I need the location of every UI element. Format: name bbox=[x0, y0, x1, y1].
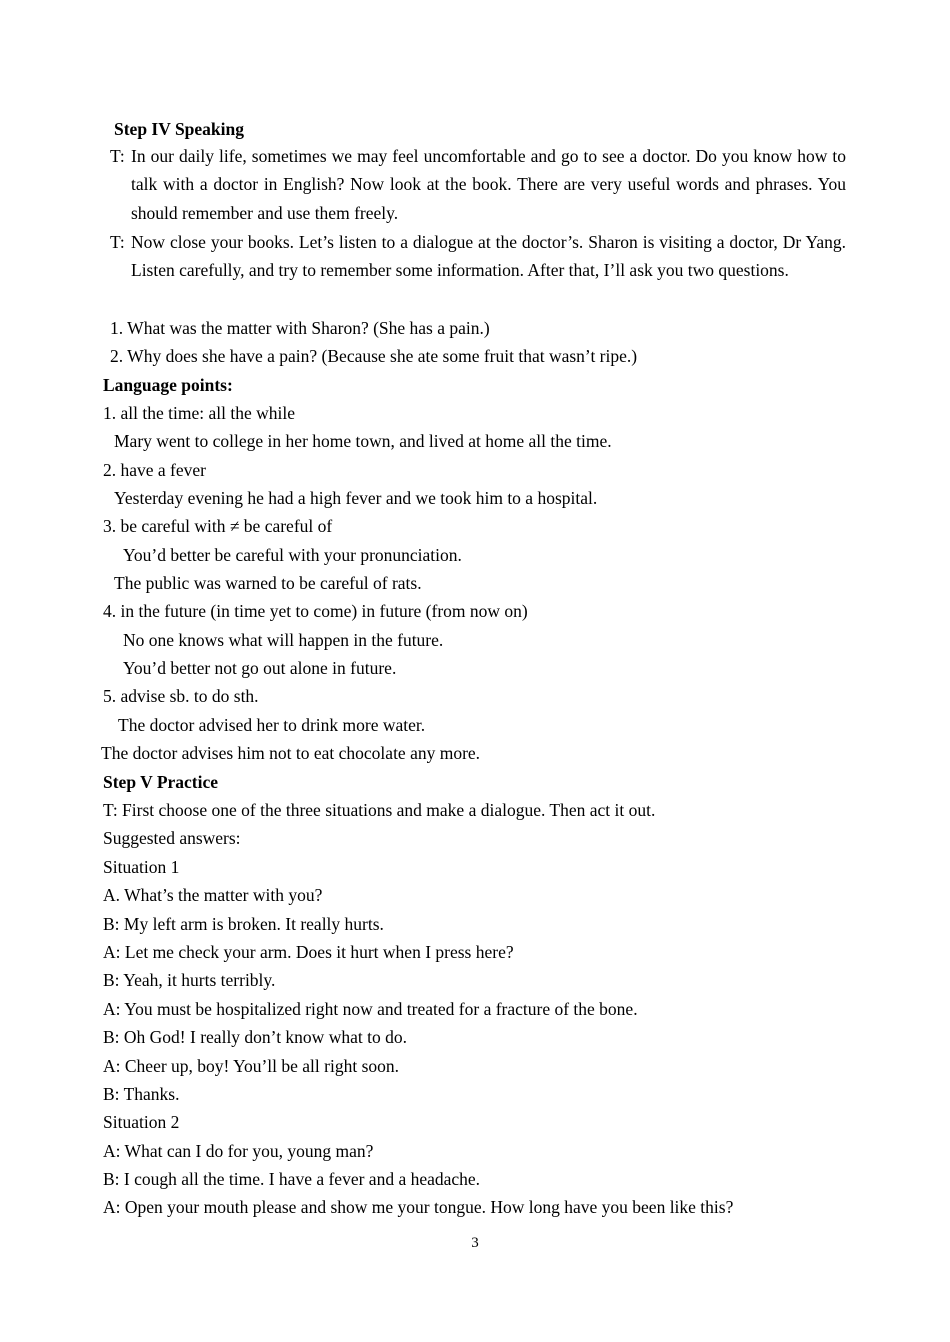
point-3: 3. be careful with ≠ be careful of bbox=[103, 516, 333, 536]
point-3-example-2: The public was warned to be careful of rats. bbox=[114, 573, 422, 593]
situation-2-title: Situation 2 bbox=[103, 1112, 180, 1132]
dialogue-line: B: Oh God! I really don’t know what to do. bbox=[103, 1027, 407, 1047]
situation-1-title: Situation 1 bbox=[103, 857, 180, 877]
teacher-paragraph-2 bbox=[110, 228, 846, 285]
step4-heading: Step IV Speaking bbox=[114, 119, 245, 139]
point-4-example-2: You’d better not go out alone in future. bbox=[123, 658, 397, 678]
teacher-tag: T: bbox=[110, 232, 125, 252]
page-number: 3 bbox=[471, 1235, 479, 1251]
dialogue-line: B: Thanks. bbox=[103, 1084, 180, 1104]
point-4: 4. in the future (in time yet to come) in future (from now on) bbox=[103, 601, 528, 621]
point-4-example-1: No one knows what will happen in the future. bbox=[123, 630, 444, 650]
language-points-heading: Language points: bbox=[103, 375, 233, 395]
teacher-tag: T: bbox=[110, 146, 125, 166]
teacher-paragraph-1-text: In our daily life, sometimes we may feel uncomfortable and go to see a doctor. Do you know how to talk with a doctor in English? Now look at the book. There are very useful words and phrases. You should remember and use them freely. bbox=[131, 146, 846, 223]
question-1: 1. What was the matter with Sharon? (She has a pain.) bbox=[110, 318, 490, 338]
dialogue-line: A: Open your mouth please and show me your tongue. How long have you been like this? bbox=[103, 1197, 734, 1217]
suggested-answers-label: Suggested answers: bbox=[103, 828, 241, 848]
dialogue-line: A: Let me check your arm. Does it hurt when I press here? bbox=[103, 942, 514, 962]
point-2: 2. have a fever bbox=[103, 460, 206, 480]
point-5: 5. advise sb. to do sth. bbox=[103, 686, 259, 706]
step5-heading: Step V Practice bbox=[103, 772, 219, 792]
point-1-example: Mary went to college in her home town, and lived at home all the time. bbox=[114, 431, 612, 451]
dialogue-line: A: Cheer up, boy! You’ll be all right soon. bbox=[103, 1056, 400, 1076]
step5-intro: T: First choose one of the three situations and make a dialogue. Then act it out. bbox=[103, 800, 656, 820]
point-3-example-1: You’d better be careful with your pronunciation. bbox=[123, 545, 462, 565]
point-2-example: Yesterday evening he had a high fever and we took him to a hospital. bbox=[114, 488, 598, 508]
point-5-example-1: The doctor advised her to drink more water. bbox=[118, 715, 426, 735]
point-5-example-2: The doctor advises him not to eat chocolate any more. bbox=[101, 743, 481, 763]
teacher-paragraph-2-text: Now close your books. Let’s listen to a dialogue at the doctor’s. Sharon is visiting a doctor, Dr Yang. Listen carefully, and try to remember some information. After that, I’ll ask you two questions. bbox=[131, 232, 846, 281]
teacher-paragraph-1 bbox=[110, 142, 846, 227]
dialogue-line: B: I cough all the time. I have a fever and a headache. bbox=[103, 1169, 481, 1189]
dialogue-line: A. What’s the matter with you? bbox=[103, 885, 323, 905]
dialogue-line: B: My left arm is broken. It really hurts. bbox=[103, 914, 384, 934]
point-1: 1. all the time: all the while bbox=[103, 403, 295, 423]
question-2: 2. Why does she have a pain? (Because she ate some fruit that wasn’t ripe.) bbox=[110, 346, 638, 366]
dialogue-line: A: You must be hospitalized right now and treated for a fracture of the bone. bbox=[103, 999, 638, 1019]
dialogue-line: A: What can I do for you, young man? bbox=[103, 1141, 374, 1161]
dialogue-line: B: Yeah, it hurts terribly. bbox=[103, 970, 276, 990]
